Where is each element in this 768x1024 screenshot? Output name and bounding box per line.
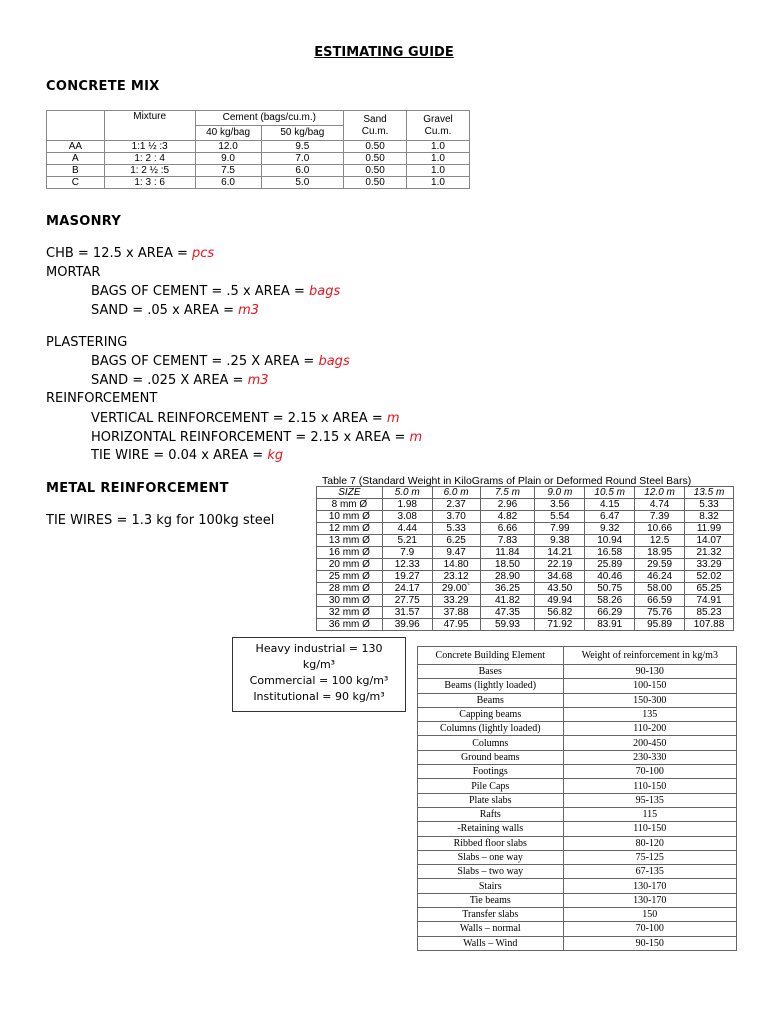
table-cell: 19.27	[382, 571, 432, 583]
table-cell: 43.50	[535, 583, 585, 595]
table-cell: 74.91	[685, 595, 734, 607]
table-cell: Walls – normal	[418, 922, 564, 936]
table-header-cell: SIZE	[317, 487, 383, 499]
table-row	[418, 693, 737, 707]
mortar-sand-formula	[91, 303, 259, 318]
table-cell: 5.21	[382, 535, 432, 547]
table-cell: 3.08	[382, 511, 432, 523]
table-cell: 70-100	[563, 922, 736, 936]
table-cell: 3.56	[535, 499, 585, 511]
table-row	[418, 807, 737, 821]
table-cell: 83.91	[585, 619, 635, 631]
table-cell: 230-330	[563, 750, 736, 764]
table-cell: 1: 2 : 4	[104, 153, 195, 165]
horizontal-unit: m	[409, 430, 423, 445]
table-header-cell: 50 kg/bag	[261, 126, 344, 141]
tie-wire-text: TIE WIRE = 0.04 x AREA =	[91, 448, 268, 463]
table-cell: 6.0	[195, 177, 261, 189]
sand-unit: Cu.m.	[361, 125, 389, 137]
table-cell: 75-125	[563, 850, 736, 864]
horizontal-formula	[91, 430, 422, 445]
table-cell: 2.37	[432, 499, 480, 511]
table-cell: 49.94	[535, 595, 585, 607]
table-cell: 10.94	[585, 535, 635, 547]
table-cell: 1.0	[407, 153, 470, 165]
table-cell: 1.0	[407, 141, 470, 153]
table-cell: 7.99	[535, 523, 585, 535]
gravel-unit: Cu.m.	[424, 125, 452, 137]
table-header-cell	[344, 111, 407, 141]
plaster-cement-formula	[91, 354, 350, 369]
table-cell: 80-120	[563, 836, 736, 850]
mortar-sand-unit: m3	[238, 303, 260, 318]
table-cell: 115	[563, 807, 736, 821]
table-row	[418, 893, 737, 907]
table-row	[418, 736, 737, 750]
table-row	[418, 722, 737, 736]
table-cell: 0.50	[344, 165, 407, 177]
concrete-mix-heading: CONCRETE MIX	[46, 79, 160, 94]
table-row	[418, 936, 737, 950]
table-cell: 52.02	[685, 571, 734, 583]
table-row	[317, 523, 734, 535]
table-cell: 150	[563, 908, 736, 922]
table-cell: 8 mm Ø	[317, 499, 383, 511]
table-cell: 0.50	[344, 153, 407, 165]
table-row	[317, 547, 734, 559]
element-reinforcement-table	[417, 646, 737, 951]
table-cell: 71.92	[535, 619, 585, 631]
mortar-cement-text: BAGS OF CEMENT = .5 x AREA =	[91, 284, 309, 299]
table-cell: 33.29	[432, 595, 480, 607]
table-cell: 14.80	[432, 559, 480, 571]
table-cell: Slabs – two way	[418, 865, 564, 879]
table-row	[317, 559, 734, 571]
table-cell: 130-170	[563, 893, 736, 907]
table-cell: 58.26	[585, 595, 635, 607]
table-header-cell: 13.5 m	[685, 487, 734, 499]
table-header-row	[317, 487, 734, 499]
table-cell: 7.9	[382, 547, 432, 559]
table-cell: 25.89	[585, 559, 635, 571]
table-cell: 20 mm Ø	[317, 559, 383, 571]
plaster-cement-text: BAGS OF CEMENT = .25 X AREA =	[91, 354, 319, 369]
table-cell: 0.50	[344, 177, 407, 189]
table-row	[317, 583, 734, 595]
table-row	[47, 141, 470, 153]
table-cell: 90-150	[563, 936, 736, 950]
table-cell: Stairs	[418, 879, 564, 893]
table-cell: 12.0	[195, 141, 261, 153]
table-cell: 36 mm Ø	[317, 619, 383, 631]
table-cell: 40.46	[585, 571, 635, 583]
table-cell: 5.0	[261, 177, 344, 189]
table-cell: 110-200	[563, 722, 736, 736]
table-row	[418, 779, 737, 793]
table-header-cell: Concrete Building Element	[418, 647, 564, 665]
horizontal-text: HORIZONTAL REINFORCEMENT = 2.15 x AREA =	[91, 430, 410, 445]
table-cell: 21.32	[685, 547, 734, 559]
table-cell: 11.99	[685, 523, 734, 535]
table-row	[418, 793, 737, 807]
table-cell: 1.0	[407, 177, 470, 189]
table-cell: 130-170	[563, 879, 736, 893]
table-cell: 32 mm Ø	[317, 607, 383, 619]
concrete-mix-table	[46, 110, 470, 189]
table-row	[418, 765, 737, 779]
table-cell: 58.00	[635, 583, 685, 595]
table-cell: B	[47, 165, 105, 177]
table-cell: C	[47, 177, 105, 189]
table-header-cell: 12.0 m	[635, 487, 685, 499]
table-header-row	[418, 647, 737, 665]
vertical-formula	[91, 411, 400, 426]
note-line: Heavy industrial = 130	[255, 642, 383, 655]
table-header-cell: Mixture	[104, 111, 195, 141]
table-row	[317, 511, 734, 523]
table7-caption: Table 7 (Standard Weight in KiloGrams of Plain or Deformed Round Steel Bars)	[322, 475, 692, 487]
table-header-cell: 5.0 m	[382, 487, 432, 499]
table-row	[418, 836, 737, 850]
page-title: ESTIMATING GUIDE	[314, 45, 454, 60]
table-cell: 66.59	[635, 595, 685, 607]
table-cell: 18.95	[635, 547, 685, 559]
table-cell: 1: 3 : 6	[104, 177, 195, 189]
mortar-cement-unit: bags	[308, 284, 341, 299]
table-cell: 5.54	[535, 511, 585, 523]
table-header-cell: 6.0 m	[432, 487, 480, 499]
table-cell: 47.95	[432, 619, 480, 631]
table-cell: Pile Caps	[418, 779, 564, 793]
note-line: Commercial = 100 kg/m³	[249, 674, 389, 687]
plaster-sand-formula	[91, 373, 269, 388]
table-row	[47, 153, 470, 165]
table-header-cell: Weight of reinforcement in kg/m3	[563, 647, 736, 665]
vertical-text: VERTICAL REINFORCEMENT = 2.15 x AREA =	[91, 411, 387, 426]
mortar-label: MORTAR	[46, 265, 101, 280]
chb-formula	[46, 246, 214, 261]
table-cell: Ribbed floor slabs	[418, 836, 564, 850]
chb-unit: pcs	[192, 246, 215, 261]
table-cell: 14.21	[535, 547, 585, 559]
plastering-label: PLASTERING	[46, 335, 128, 350]
table-cell: Beams	[418, 693, 564, 707]
table-cell: 24.17	[382, 583, 432, 595]
table-cell: 70-100	[563, 765, 736, 779]
table-cell: 5.33	[685, 499, 734, 511]
table-cell: Columns	[418, 736, 564, 750]
table-cell: 30 mm Ø	[317, 595, 383, 607]
reinforcement-rate-note	[232, 637, 406, 712]
table-cell: 9.5	[261, 141, 344, 153]
table-row	[418, 922, 737, 936]
table-cell: 12.5	[635, 535, 685, 547]
table-cell: 29.59	[635, 559, 685, 571]
table-header-cell	[407, 111, 470, 141]
table-row	[418, 908, 737, 922]
table-cell: 37.88	[432, 607, 480, 619]
table-cell: 9.38	[535, 535, 585, 547]
table-cell: 4.74	[635, 499, 685, 511]
table-row	[317, 499, 734, 511]
table-cell: 59.93	[480, 619, 535, 631]
table-cell: 31.57	[382, 607, 432, 619]
table-cell: Bases	[418, 665, 564, 679]
table-row	[317, 607, 734, 619]
table-cell: -Retaining walls	[418, 822, 564, 836]
table-cell: 75.76	[635, 607, 685, 619]
table-cell: 4.82	[480, 511, 535, 523]
table-row	[418, 879, 737, 893]
plaster-sand-unit: m3	[247, 373, 269, 388]
table-cell: 110-150	[563, 822, 736, 836]
table-row	[317, 535, 734, 547]
table-row	[317, 619, 734, 631]
table-header-cell	[47, 111, 105, 141]
table-cell: Plate slabs	[418, 793, 564, 807]
table-cell: 67-135	[563, 865, 736, 879]
table-cell: 28.90	[480, 571, 535, 583]
table-cell: 100-150	[563, 679, 736, 693]
table-row	[317, 571, 734, 583]
table-cell: 1.98	[382, 499, 432, 511]
table-cell: 0.50	[344, 141, 407, 153]
table-cell: 50.75	[585, 583, 635, 595]
table-cell: 11.84	[480, 547, 535, 559]
table-cell: 10.66	[635, 523, 685, 535]
table-cell: 56.82	[535, 607, 585, 619]
note-line: kg/m³	[302, 658, 336, 671]
table-header-cell: 10.5 m	[585, 487, 635, 499]
table-cell: 9.0	[195, 153, 261, 165]
table-cell: A	[47, 153, 105, 165]
table-cell: 12 mm Ø	[317, 523, 383, 535]
table-cell: 1:1 ½ :3	[104, 141, 195, 153]
table-cell: 22.19	[535, 559, 585, 571]
table-cell: 3.70	[432, 511, 480, 523]
table-cell: 41.82	[480, 595, 535, 607]
table-cell: 13 mm Ø	[317, 535, 383, 547]
table-cell: 9.47	[432, 547, 480, 559]
table-row	[418, 750, 737, 764]
table-cell: Slabs – one way	[418, 850, 564, 864]
table-cell: 12.33	[382, 559, 432, 571]
table-cell: Transfer slabs	[418, 908, 564, 922]
table-cell: 18.50	[480, 559, 535, 571]
table-cell: 4.44	[382, 523, 432, 535]
note-line: Institutional = 90 kg/m³	[253, 690, 385, 703]
table-header-cell: 9.0 m	[535, 487, 585, 499]
table-cell: 8.32	[685, 511, 734, 523]
plaster-sand-text: SAND = .025 X AREA =	[91, 373, 248, 388]
table-cell: 16.58	[585, 547, 635, 559]
table-cell: 25 mm Ø	[317, 571, 383, 583]
table-cell: 29.00`	[432, 583, 480, 595]
table-cell: 39.96	[382, 619, 432, 631]
table-row	[47, 177, 470, 189]
table-header-cell: 7.5 m	[480, 487, 535, 499]
gravel-header-line: Gravel	[423, 113, 453, 125]
table-cell: 6.47	[585, 511, 635, 523]
table-cell: 135	[563, 707, 736, 721]
table-header-cell: 40 kg/bag	[195, 126, 261, 141]
table-cell: 16 mm Ø	[317, 547, 383, 559]
reinforcement-label: REINFORCEMENT	[46, 391, 158, 406]
table-cell: 6.66	[480, 523, 535, 535]
mortar-cement-formula	[91, 284, 340, 299]
table-cell: 7.5	[195, 165, 261, 177]
table-cell: 1: 2 ½ :5	[104, 165, 195, 177]
table-cell: 4.15	[585, 499, 635, 511]
table-cell: 95-135	[563, 793, 736, 807]
table-cell: 95.89	[635, 619, 685, 631]
table-cell: 14.07	[685, 535, 734, 547]
tie-wire-formula	[91, 448, 283, 463]
table-header-cell: Cement (bags/cu.m.)	[195, 111, 344, 126]
table-cell: AA	[47, 141, 105, 153]
table-cell: Capping beams	[418, 707, 564, 721]
table-cell: 6.0	[261, 165, 344, 177]
table-cell: 9.32	[585, 523, 635, 535]
table-cell: 150-300	[563, 693, 736, 707]
table-cell: Walls – Wind	[418, 936, 564, 950]
table-cell: Beams (lightly loaded)	[418, 679, 564, 693]
table-cell: 7.83	[480, 535, 535, 547]
table-cell: 66.29	[585, 607, 635, 619]
table-cell: 7.39	[635, 511, 685, 523]
sand-header-line: Sand	[363, 113, 387, 125]
table-cell: 1.0	[407, 165, 470, 177]
plaster-cement-unit: bags	[318, 354, 350, 369]
table-cell: 65.25	[685, 583, 734, 595]
table-cell: Columns (lightly loaded)	[418, 722, 564, 736]
table-cell: Footings	[418, 765, 564, 779]
table-cell: Rafts	[418, 807, 564, 821]
table-row	[418, 665, 737, 679]
table-cell: 85.23	[685, 607, 734, 619]
table-cell: 34.68	[535, 571, 585, 583]
table-row	[418, 865, 737, 879]
table-cell: 28 mm Ø	[317, 583, 383, 595]
table-cell: Ground beams	[418, 750, 564, 764]
mortar-sand-text: SAND = .05 x AREA =	[91, 303, 239, 318]
steel-weight-table	[316, 486, 734, 631]
table-cell: 10 mm Ø	[317, 511, 383, 523]
table-cell: 23.12	[432, 571, 480, 583]
table-cell: 27.75	[382, 595, 432, 607]
vertical-unit: m	[386, 411, 400, 426]
table-row	[418, 707, 737, 721]
table-cell: 33.29	[685, 559, 734, 571]
metal-reinforcement-heading: METAL REINFORCEMENT	[46, 481, 229, 496]
table-cell: 200-450	[563, 736, 736, 750]
table-row	[418, 850, 737, 864]
chb-text: CHB = 12.5 x AREA =	[46, 246, 193, 261]
table-cell: 2.96	[480, 499, 535, 511]
table-cell: 90-130	[563, 665, 736, 679]
tie-wire-unit: kg	[267, 448, 284, 463]
table-row	[418, 822, 737, 836]
table-cell: 6.25	[432, 535, 480, 547]
table-cell: 110-150	[563, 779, 736, 793]
table-row	[47, 165, 470, 177]
table-cell: 7.0	[261, 153, 344, 165]
table-row	[317, 595, 734, 607]
table-cell: 46.24	[635, 571, 685, 583]
table-row	[418, 679, 737, 693]
masonry-heading: MASONRY	[46, 214, 122, 229]
tie-wires-note: TIE WIRES = 1.3 kg for 100kg steel	[46, 513, 275, 528]
table-cell: 47.35	[480, 607, 535, 619]
table-cell: Tie beams	[418, 893, 564, 907]
table-cell: 107.88	[685, 619, 734, 631]
table-cell: 5.33	[432, 523, 480, 535]
table-cell: 36.25	[480, 583, 535, 595]
